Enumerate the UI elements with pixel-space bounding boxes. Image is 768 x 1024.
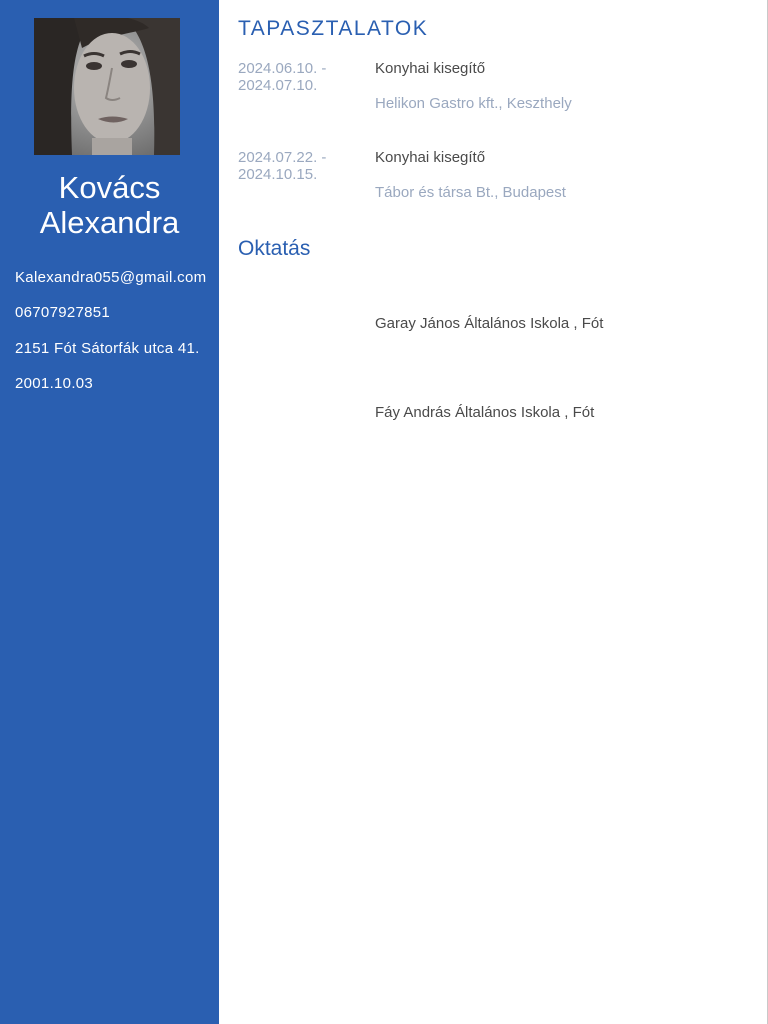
education-school: Garay János Általános Iskola , Fót: [375, 315, 604, 332]
experience-position: Konyhai kisegítő: [375, 60, 486, 77]
experience-company: Tábor és társa Bt., Budapest: [375, 184, 566, 201]
experience-date: 2024.06.10. - 2024.07.10.: [238, 60, 327, 94]
phone-text[interactable]: 06707927851: [15, 304, 111, 321]
address-text: 2151 Fót Sátorfák utca 41.: [15, 340, 200, 357]
education-school: Fáy András Általános Iskola , Fót: [375, 404, 595, 421]
portrait-photo-icon: [34, 18, 180, 155]
experience-date: 2024.07.22. - 2024.10.15.: [238, 149, 327, 183]
experience-company: Helikon Gastro kft., Keszthely: [375, 95, 572, 112]
sidebar: [0, 0, 219, 1024]
full-name: Kovács Alexandra: [39, 170, 180, 240]
profile-photo: [34, 18, 180, 155]
email-text[interactable]: Kalexandra055@gmail.com: [15, 269, 207, 286]
birthdate-text: 2001.10.03: [15, 375, 94, 392]
experience-heading: TAPASZTALATOK: [238, 17, 429, 40]
main-content: [219, 0, 768, 1024]
experience-position: Konyhai kisegítő: [375, 149, 486, 166]
education-heading: Oktatás: [238, 237, 311, 260]
